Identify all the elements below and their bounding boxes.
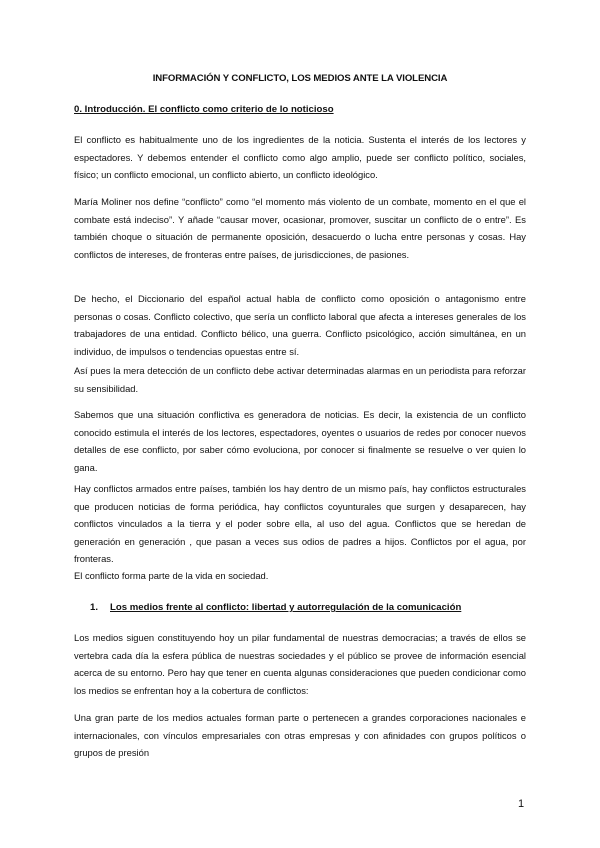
paragraph-1: El conflicto es habitualmente uno de los ingredientes de la noticia. Sustenta el interés de los lectores y espectadores. Y debemos entender el conflicto como algo amplio, puede ser conflicto político, sociales, físico; un conflicto emocional, un conflicto abierto, un conflicto ideológico.: [74, 134, 526, 181]
section1-paragraph-1: Los medios siguen constituyendo hoy un pilar fundamental de nuestras democracias; a través de ellos se vertebra cada día la esfera pública de nuestras sociedades y el público se provee de información esencial acerca de su entorno. Pero hay que tener en cuenta algunas consideraciones que pueden condicionar como los medios se enfrentan hoy a la cobertura de conflictos:: [74, 632, 526, 696]
paragraph-7: El conflicto forma parte de la vida en sociedad.: [74, 570, 269, 581]
section-heading-1: [90, 602, 461, 613]
section1-paragraph-2: Una gran parte de los medios actuales forman parte o pertenecen a grandes corporaciones nacionales e internacionales, con vínculos empresariales con otras empresas y con afinidades con grupos políticos o grupos de presión: [74, 712, 526, 759]
paragraph-3: De hecho, el Diccionario del español actual habla de conflicto como oposición o antagonismo entre personas o cosas. Conflicto colectivo, que sería un conflicto laboral que afecta a intereses generales de los trabajadores de una entidad. Conflicto bélico, una guerra. Conflicto psicológico, acción simultánea, en un individuo, de impulsos o tendencias opuestas entre sí.: [74, 293, 526, 357]
paragraph-2: María Moliner nos define “conflicto” como “el momento más violento de un combate, momento en el que el combate está indeciso”. Y añade “causar mover, ocasionar, promover, suscitar un conflicto de o entre”. Es también choque o situación de permanente oposición, desacuerdo o lucha entre personas y cosas. Hay conflictos de intereses, de fronteras entre países, de jurisdicciones, de pasiones.: [74, 196, 526, 260]
paragraph-5: Sabemos que una situación conflictiva es generadora de noticias. Es decir, la existencia de un conflicto conocido estimula el interés de los lectores, espectadores, oyentes o usuarios de redes por conocer nuevos detalles de ese conflicto, por saber cómo evoluciona, por conocer si finalmente se resuelve o ver quien lo gana.: [74, 409, 526, 473]
section-heading-text: Los medios frente al conflicto: libertad y autorregulación de la comunicación: [110, 602, 462, 613]
section-number: 1.: [90, 602, 99, 613]
paragraph-6: Hay conflictos armados entre países, también los hay dentro de un mismo país, hay conflictos estructurales que producen noticias de forma periódica, hay conflictos coyunturales que surgen y desaparecen, hay conflictos vinculados a la tierra y el poder sobre ella, al uso del agua. Conflictos que se heredan de generación en generación , que pasan a veces sus odios de padres a hijos. Conflictos por el agua, por fronteras.: [74, 483, 526, 565]
paragraph-4: Así pues la mera detección de un conflicto debe activar determinadas alarmas en un periodista para reforzar su sensibilidad.: [74, 365, 526, 394]
document-title: INFORMACIÓN Y CONFLICTO, LOS MEDIOS ANTE LA VIOLENCIA: [152, 73, 448, 84]
page-number: 1: [518, 798, 525, 810]
section-heading-introduction: 0. Introducción. El conflicto como criterio de lo noticioso: [74, 104, 334, 115]
